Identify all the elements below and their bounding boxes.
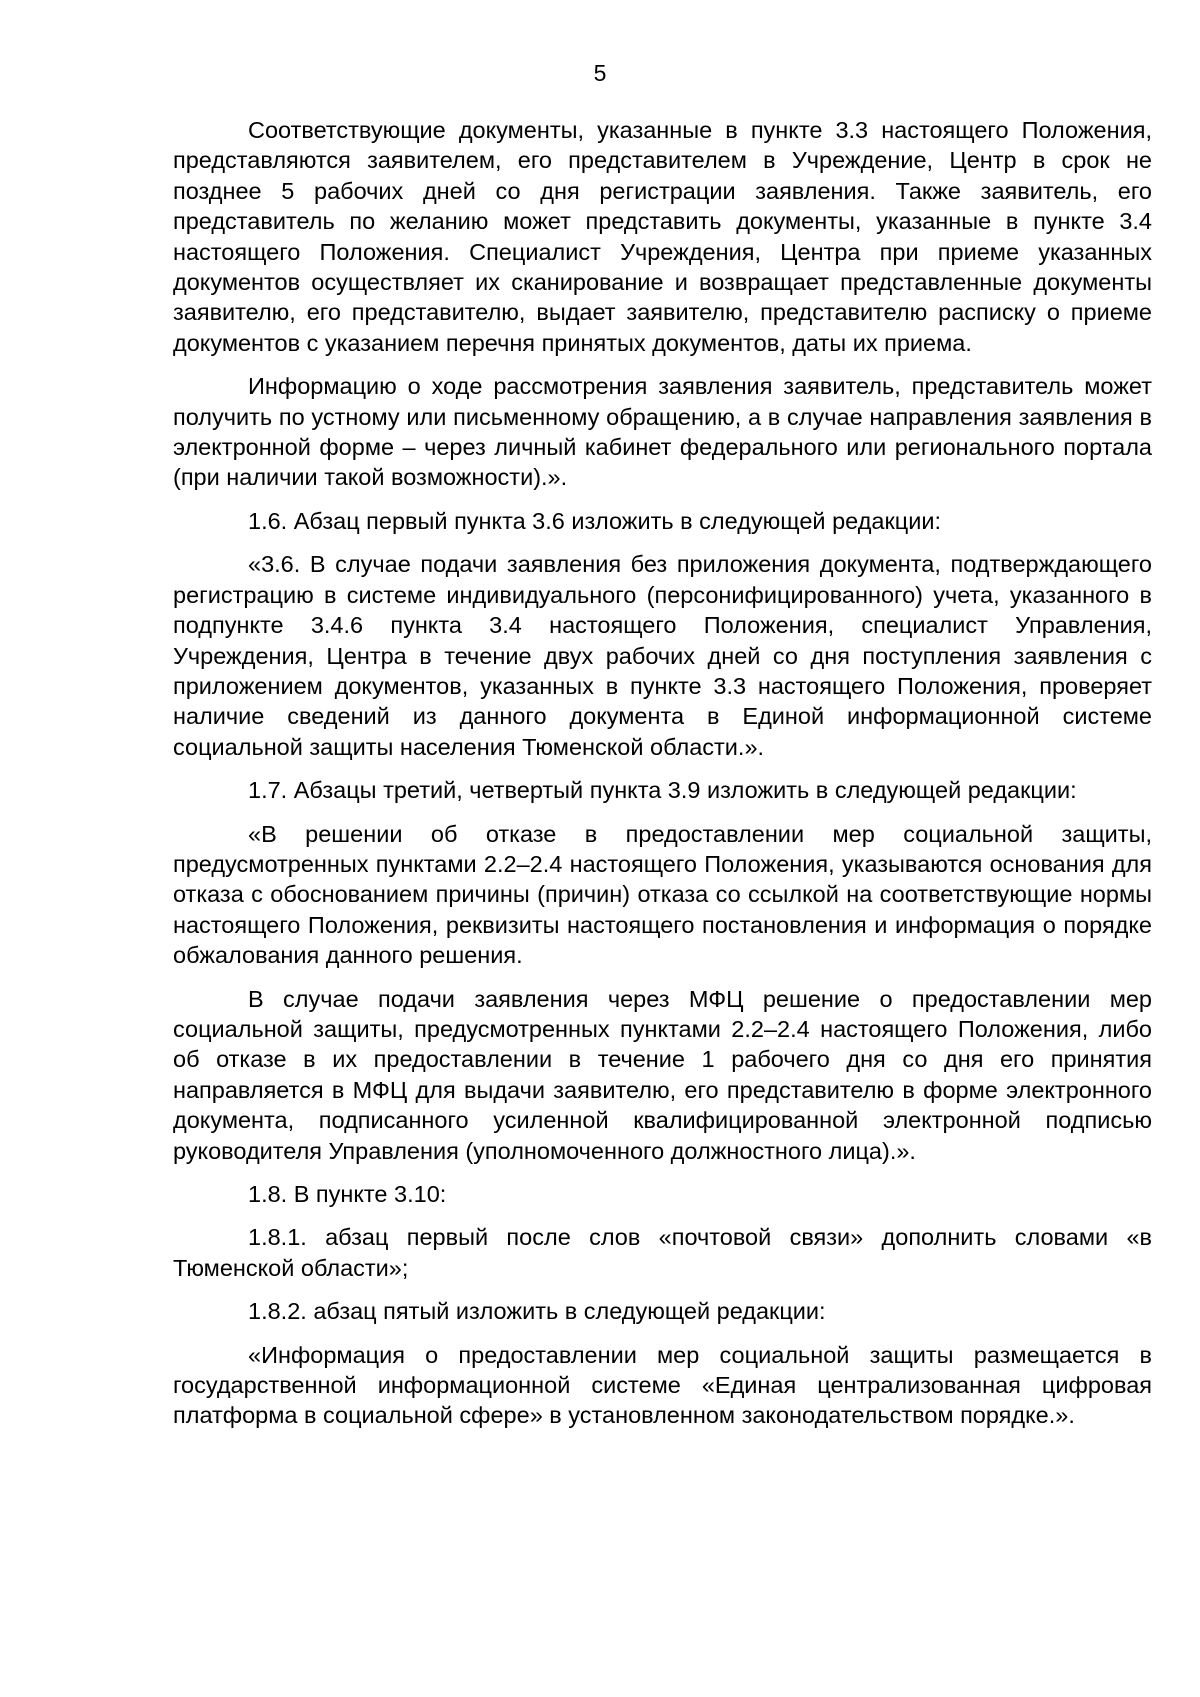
- paragraph-amendment-1-8-2: 1.8.2. абзац пятый изложить в следующей редакции:: [248, 1298, 826, 1325]
- paragraph-amendment-1-8-1: 1.8.1. абзац первый после слов «почтовой связи» дополнить словами «в Тюменской области»;: [173, 1224, 1152, 1281]
- paragraph-amendment-1-7: 1.7. Абзацы третий, четвертый пункта 3.9 изложить в следующей редакции:: [248, 777, 1077, 804]
- page-number: 5: [593, 60, 607, 86]
- paragraph-documents-submission: Соответствующие документы, указанные в пункте 3.3 настоящего Положения, представляются заявителем, его представителем в Учреждение, Центр в срок не позднее 5 рабочих дней со дня регистрации заявления. Также заявитель, его представитель по желанию может представить документы, указанные в пункте 3.4 настоящего Положения. Специалист Учреждения, Центра при приеме указанных документов осуществляет их сканирование и возвращает представленные документы заявителю, его представителю, выдает заявителю, представителю расписку о приеме документов с указанием перечня принятых документов, даты их приема.: [173, 117, 1152, 356]
- paragraph-amendment-1-8: 1.8. В пункте 3.10:: [248, 1181, 447, 1207]
- paragraph-information-placement: «Информация о предоставлении мер социальной защиты размещается в государственной информационной системе «Единая централизованная цифровая платформа в социальной сфере» в установленном законодательством порядке.».: [173, 1341, 1152, 1429]
- paragraph-mfc-decision: В случае подачи заявления через МФЦ решение о предоставлении мер социальной защиты, предусмотренных пунктами 2.2–2.4 настоящего Положения, либо об отказе в их предоставлении в течение 1 рабочего дня со дня его принятия направляется в МФЦ для выдачи заявителю, его представителю в форме электронного документа, подписанного усиленной квалифицированной электронной подписью руководителя Управления (уполномоченного должностного лица).».: [173, 985, 1152, 1164]
- paragraph-clause-3-6: «3.6. В случае подачи заявления без приложения документа, подтверждающего регистрацию в системе индивидуального (персонифицированного) учета, указанного в подпункте 3.4.6 пункта 3.4 настоящего Положения, специалист Управления, Учреждения, Центра в течение двух рабочих дней со дня поступления заявления с приложением документов, указанных в пункте 3.3 настоящего Положения, проверяет наличие сведений из данного документа в Единой информационной системе социальной защиты населения Тюменской области.».: [173, 551, 1152, 760]
- paragraph-refusal-decision: «В решении об отказе в предоставлении мер социальной защиты, предусмотренных пунктами 2.2–2.4 настоящего Положения, указываются основания для отказа с обоснованием причины (причин) отказа со ссылкой на соответствующие нормы настоящего Положения, реквизиты настоящего постановления и информация о порядке обжалования данного решения.: [173, 820, 1152, 969]
- paragraph-review-progress: Информацию о ходе рассмотрения заявления заявитель, представитель может получить по устному или письменному обращению, а в случае направления заявления в электронной форме – через личный кабинет федерального или регионального портала (при наличии такой возможности).».: [173, 373, 1152, 491]
- paragraph-amendment-1-6: 1.6. Абзац первый пункта 3.6 изложить в следующей редакции:: [248, 507, 942, 534]
- document-body: [173, 115, 1152, 1431]
